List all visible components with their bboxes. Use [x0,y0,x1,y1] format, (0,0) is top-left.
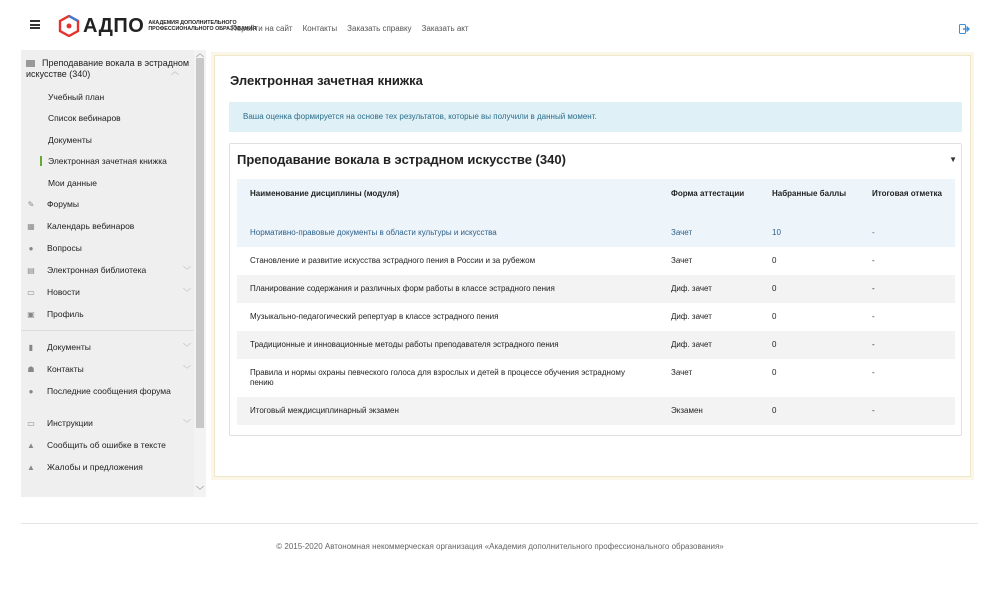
nav-link-site[interactable]: Перейти на сайт [231,24,293,33]
sidebar-divider [21,330,194,331]
attestation-form: Диф. зачет [671,312,712,321]
chevron-up-icon: ︿ [171,67,179,76]
news-icon: ▭ [27,288,35,297]
chevron-down-icon: ﹀ [183,266,191,275]
score: 0 [772,340,777,349]
logo-subtitle: АКАДЕМИЯ ДОПОЛНИТЕЛЬНОГО ПРОФЕССИОНАЛЬНОГО ОБРАЗОВАНИЯ [148,20,257,32]
course-title: Преподавание вокала в эстрадном искусстве (340) [237,152,566,167]
sidebar-item-instructions[interactable]: ▭ Инструкции ﹀ [27,418,191,428]
attestation-form: Зачет [671,256,693,265]
final-mark: - [872,312,875,321]
sidebar-item-forums[interactable]: ✎ Форумы [27,199,79,209]
sidebar-sub-gradebook[interactable]: Электронная зачетная книжка [40,156,167,166]
profile-icon: ▣ [27,310,35,319]
scroll-down-icon[interactable]: ﹀ [196,486,204,495]
messages-icon: ● [28,387,34,396]
forum-icon: ✎ [27,200,35,209]
documents-icon: ▮ [28,343,34,352]
contacts-icon: ☗ [27,365,35,374]
table-row[interactable] [237,219,955,247]
footer-divider [21,523,978,524]
instructions-icon: ▭ [27,419,35,428]
table-row[interactable] [237,359,955,397]
table-header [237,179,955,219]
calendar-icon: ▦ [27,222,35,231]
collapse-icon[interactable]: ▼ [949,155,957,164]
chevron-down-icon: ﹀ [183,419,191,428]
sidebar-item-questions[interactable]: ● Вопросы [26,243,191,254]
logo-mark-icon [58,15,80,37]
attestation-form: Экзамен [671,406,703,415]
sidebar-item-calendar[interactable]: ▦ Календарь вебинаров [27,221,135,231]
sidebar-course-label: Преподавание вокала в эстрадном искусстве (340) [26,58,190,79]
final-mark: - [872,284,875,293]
attestation-form: Диф. зачет [671,340,712,349]
column-header: Форма аттестации [671,189,745,198]
sidebar-item-documents[interactable]: ▮ Документы ﹀ [26,342,191,353]
discipline-name: Музыкально-педагогический репертуар в классе эстрадного пения [250,312,499,321]
question-icon: ● [28,244,34,253]
course-card [229,143,962,436]
course-icon [26,60,35,67]
discipline-name: Нормативно-правовые документы в области культуры и искусства [250,228,497,237]
score: 0 [772,368,777,377]
discipline-name: Становление и развитие искусства эстрадного пения в России и за рубежом [250,256,536,265]
score: 0 [772,312,777,321]
final-mark: - [872,340,875,349]
sidebar-item-forum-messages[interactable]: ● Последние сообщения форума [26,386,191,397]
discipline-name: Итоговый междисциплинарный экзамен [250,406,399,415]
sidebar-sub-my-data[interactable]: Мои данные [48,178,97,188]
final-mark: - [872,406,875,415]
sidebar-item-profile[interactable]: ▣ Профиль [27,309,84,319]
chevron-down-icon: ﹀ [183,365,191,374]
attestation-form: Зачет [671,228,693,237]
final-mark: - [872,368,875,377]
discipline-name: Традиционные и инновационные методы работы преподавателя эстрадного пения [250,340,559,349]
table-row[interactable] [237,397,955,425]
library-icon: ▤ [27,266,35,275]
chevron-down-icon: ﹀ [183,343,191,352]
warning-icon: ▲ [27,441,35,450]
nav-link-order-certificate[interactable]: Заказать справку [347,24,412,33]
sidebar-item-report-error[interactable]: ▲ Сообщить об ошибке в тексте [27,440,166,450]
score: 0 [772,256,777,265]
grades-table [237,179,955,425]
logout-icon[interactable] [959,24,970,34]
score: 10 [772,228,781,237]
table-row[interactable] [237,303,955,331]
main-panel [214,55,971,477]
table-row[interactable] [237,247,955,275]
info-notice: Ваша оценка формируется на основе тех результатов, которые вы получили в данный момент. [229,102,962,132]
sidebar-course[interactable] [21,58,194,80]
top-nav [231,24,469,33]
nav-link-contacts[interactable]: Контакты [302,24,338,33]
top-bar [0,0,1000,50]
attestation-form: Зачет [671,368,693,377]
sidebar-sub-documents[interactable]: Документы [48,135,92,145]
nav-link-order-act[interactable]: Заказать акт [421,24,469,33]
final-mark: - [872,256,875,265]
sidebar-sub-webinars[interactable]: Список вебинаров [48,113,121,123]
sidebar [21,50,206,497]
column-header: Наименование дисциплины (модуля) [250,189,400,198]
page-title: Электронная зачетная книжка [230,73,423,88]
discipline-name: Планирование содержания и различных форм работы в классе эстрадного пения [250,284,555,293]
sidebar-item-news[interactable]: ▭ Новости ﹀ [27,287,191,297]
logo[interactable] [58,16,256,36]
table-row[interactable] [237,331,955,359]
footer-copyright: © 2015-2020 Автономная некоммерческая организация «Академия дополнительного профессионального образования» [276,542,724,551]
logo-text: АДПО [83,15,145,37]
menu-icon[interactable] [30,20,40,29]
sidebar-item-library[interactable]: ▤ Электронная библиотека ﹀ [27,265,191,275]
sidebar-item-feedback[interactable]: ▲ Жалобы и предложения [27,462,143,472]
discipline-name: Правила и нормы охраны певческого голоса для взрослых и детей в процессе обучения эстрадному пению [250,368,625,387]
sidebar-sub-study-plan[interactable]: Учебный план [48,92,105,102]
table-row[interactable] [237,275,955,303]
attestation-form: Диф. зачет [671,284,712,293]
sidebar-scrollbar-thumb[interactable] [196,58,204,428]
column-header: Итоговая отметка [872,189,942,198]
score: 0 [772,406,777,415]
score: 0 [772,284,777,293]
column-header: Набранные баллы [772,189,847,198]
final-mark: - [872,228,875,237]
chevron-down-icon: ﹀ [183,288,191,297]
scroll-up-icon[interactable]: ︿ [196,49,204,58]
warning-icon: ▲ [27,463,35,472]
sidebar-item-contacts[interactable]: ☗ Контакты ﹀ [27,364,191,374]
